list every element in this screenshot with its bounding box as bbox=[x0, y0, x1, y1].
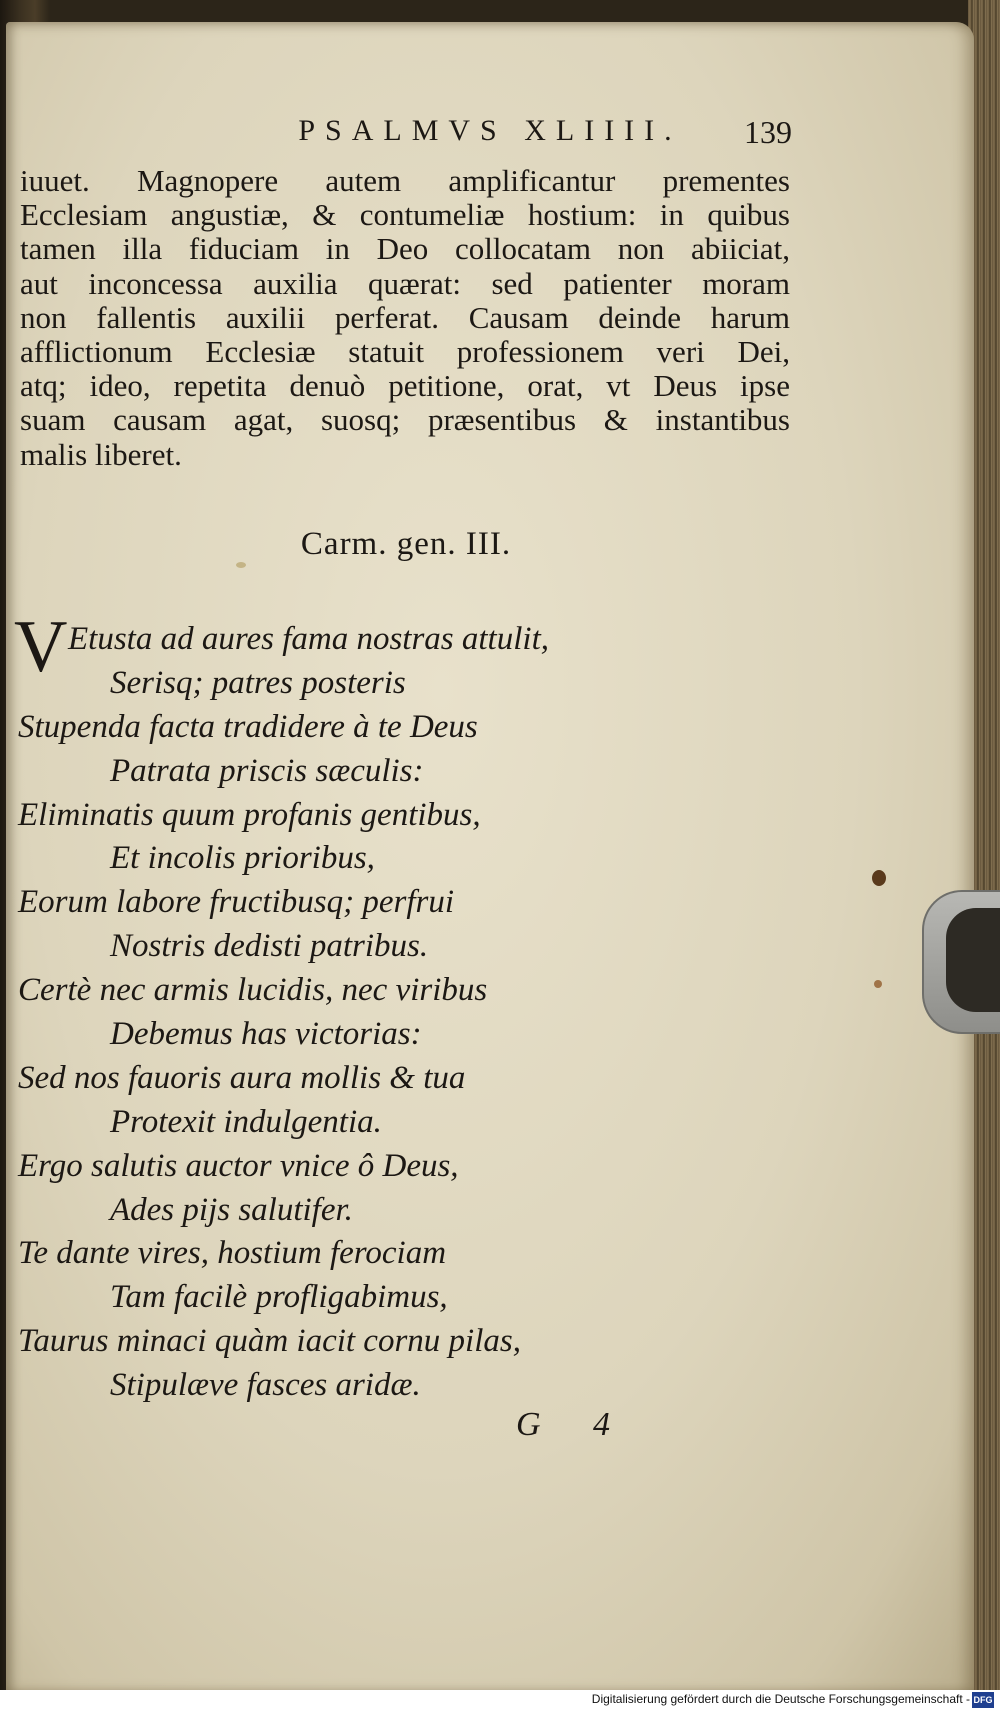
prose-line: malis liberet. bbox=[20, 436, 182, 472]
prose-line: suam causam agat, suosq; præsentibus & instantibus bbox=[20, 402, 790, 438]
poem-line: Tam facilè profligabimus, bbox=[110, 1279, 448, 1316]
foxing-spot bbox=[872, 870, 886, 886]
drop-cap: V bbox=[14, 606, 68, 688]
poem-line: Et incolis prioribus, bbox=[110, 840, 375, 877]
section-heading: Carm. gen. III. bbox=[300, 526, 512, 562]
poem-line: Patrata priscis sæculis: bbox=[110, 752, 424, 789]
poem-line: Stupenda facta tradidere à te Deus bbox=[18, 708, 478, 745]
footer-credit: Digitalisierung gefördert durch die Deutsche Forschungsgemeinschaft - bbox=[591, 1692, 970, 1706]
poem-line: Etusta ad aures fama nostras attulit, bbox=[68, 621, 549, 657]
foxing-spot bbox=[874, 980, 882, 988]
prose-line: iuuet. Magnopere autem amplificantur prementes bbox=[20, 163, 790, 198]
prose-line: Ecclesiam angustiæ, & contumeliæ hostium: in quibus bbox=[20, 197, 790, 233]
commentary-paragraph bbox=[20, 164, 790, 472]
poem-line: Serisq; patres posteris bbox=[110, 664, 406, 701]
poem-line: Protexit indulgentia. bbox=[110, 1103, 382, 1140]
poem-line: Ades pijs salutifer. bbox=[110, 1191, 353, 1228]
poem-line: Ergo salutis auctor vnice ô Deus, bbox=[18, 1147, 459, 1184]
prose-line: non fallentis auxilii perferat. Causam deinde harum bbox=[20, 299, 790, 335]
page-number: 139 bbox=[744, 114, 792, 150]
page-clip-opening bbox=[946, 908, 1000, 1012]
prose-line: aut inconcessa auxilia quærat: sed patienter moram bbox=[20, 265, 790, 301]
prose-line: afflictionum Ecclesiæ statuit professionem veri Dei, bbox=[20, 334, 790, 370]
poem-line: Sed nos fauoris aura mollis & tua bbox=[18, 1059, 466, 1096]
poem-line: Taurus minaci quàm iacit cornu pilas, bbox=[18, 1323, 521, 1360]
poem-line: Certè nec armis lucidis, nec viribus bbox=[18, 972, 488, 1009]
signature-mark: G 4 bbox=[516, 1406, 633, 1443]
poem-line: Nostris dedisti patribus. bbox=[110, 928, 429, 965]
prose-line: atq; ideo, repetita denuò petitione, orat, vt Deus ipse bbox=[20, 368, 790, 404]
poem-line: Eliminatis quum profanis gentibus, bbox=[18, 796, 481, 833]
running-title: PSALMVS XLIIII. bbox=[298, 114, 682, 147]
dfg-logo-icon[interactable]: DFG bbox=[972, 1692, 994, 1708]
poem-block bbox=[18, 618, 798, 1408]
poem-line: Te dante vires, hostium ferociam bbox=[18, 1235, 447, 1272]
poem-line: Debemus has victorias: bbox=[110, 1016, 422, 1053]
book-page bbox=[6, 22, 974, 1694]
prose-line: tamen illa fiduciam in Deo collocatam non abiiciat, bbox=[20, 231, 790, 267]
poem-line: Eorum labore fructibusq; perfrui bbox=[18, 884, 455, 921]
poem-line: Stipulæve fasces aridæ. bbox=[110, 1367, 421, 1404]
